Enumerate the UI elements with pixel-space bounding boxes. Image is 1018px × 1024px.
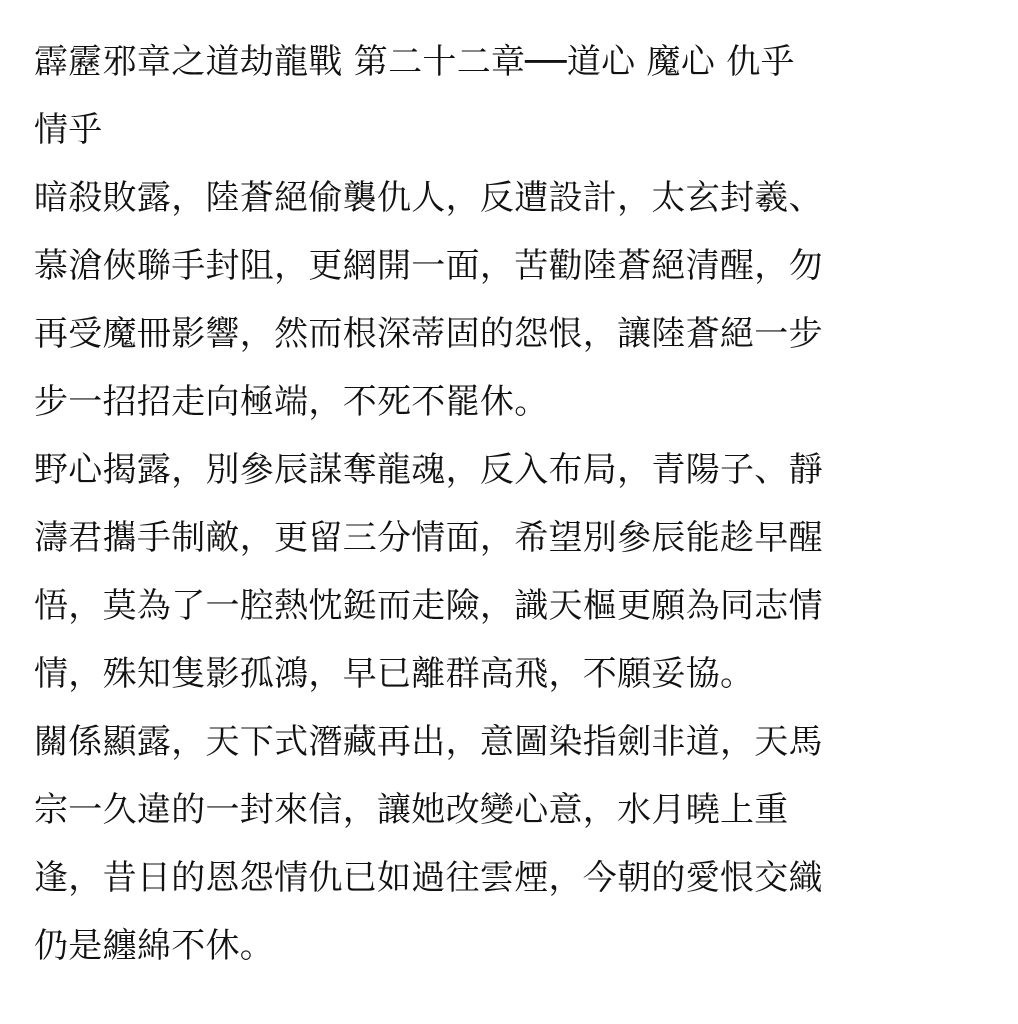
- paragraph-line: 步一招招走向極端，不死不罷休。: [34, 382, 549, 422]
- paragraph-line: 逢，昔日的恩怨情仇已如過往雲煙，今朝的愛恨交織: [34, 858, 823, 898]
- title-line: 霹靂邪章之道劫龍戰 第二十二章──道心 魔心 仇乎: [34, 42, 795, 82]
- article: [34, 28, 974, 980]
- paragraph-line: 慕滄俠聯手封阻，更網開一面，苦勸陸蒼絕清醒，勿: [34, 246, 823, 286]
- paragraph-line: 仍是纏綿不休。: [34, 926, 275, 966]
- paragraph-line: 野心揭露，別參辰謀奪龍魂，反入布局，青陽子、靜: [34, 450, 823, 490]
- article-title: [34, 28, 974, 164]
- paragraph-1: [34, 164, 974, 436]
- paragraph-2: [34, 436, 974, 708]
- paragraph-line: 濤君攜手制敵，更留三分情面，希望別參辰能趁早醒: [34, 518, 823, 558]
- paragraph-3: [34, 708, 974, 980]
- paragraph-line: 悟，莫為了一腔熱忱鋌而走險，識天樞更願為同志情: [34, 586, 823, 626]
- paragraph-line: 再受魔冊影響，然而根深蒂固的怨恨，讓陸蒼絕一步: [34, 314, 823, 354]
- title-line: 情乎: [34, 110, 103, 150]
- paragraph-line: 宗一久違的一封來信，讓她改變心意，水月曉上重: [34, 790, 789, 830]
- paragraph-line: 情，殊知隻影孤鴻，早已離群高飛，不願妥協。: [34, 654, 755, 694]
- paragraph-line: 暗殺敗露，陸蒼絕偷襲仇人，反遭設計，太玄封羲、: [34, 178, 823, 218]
- paragraph-line: 關係顯露，天下式潛藏再出，意圖染指劍非道，天馬: [34, 722, 823, 762]
